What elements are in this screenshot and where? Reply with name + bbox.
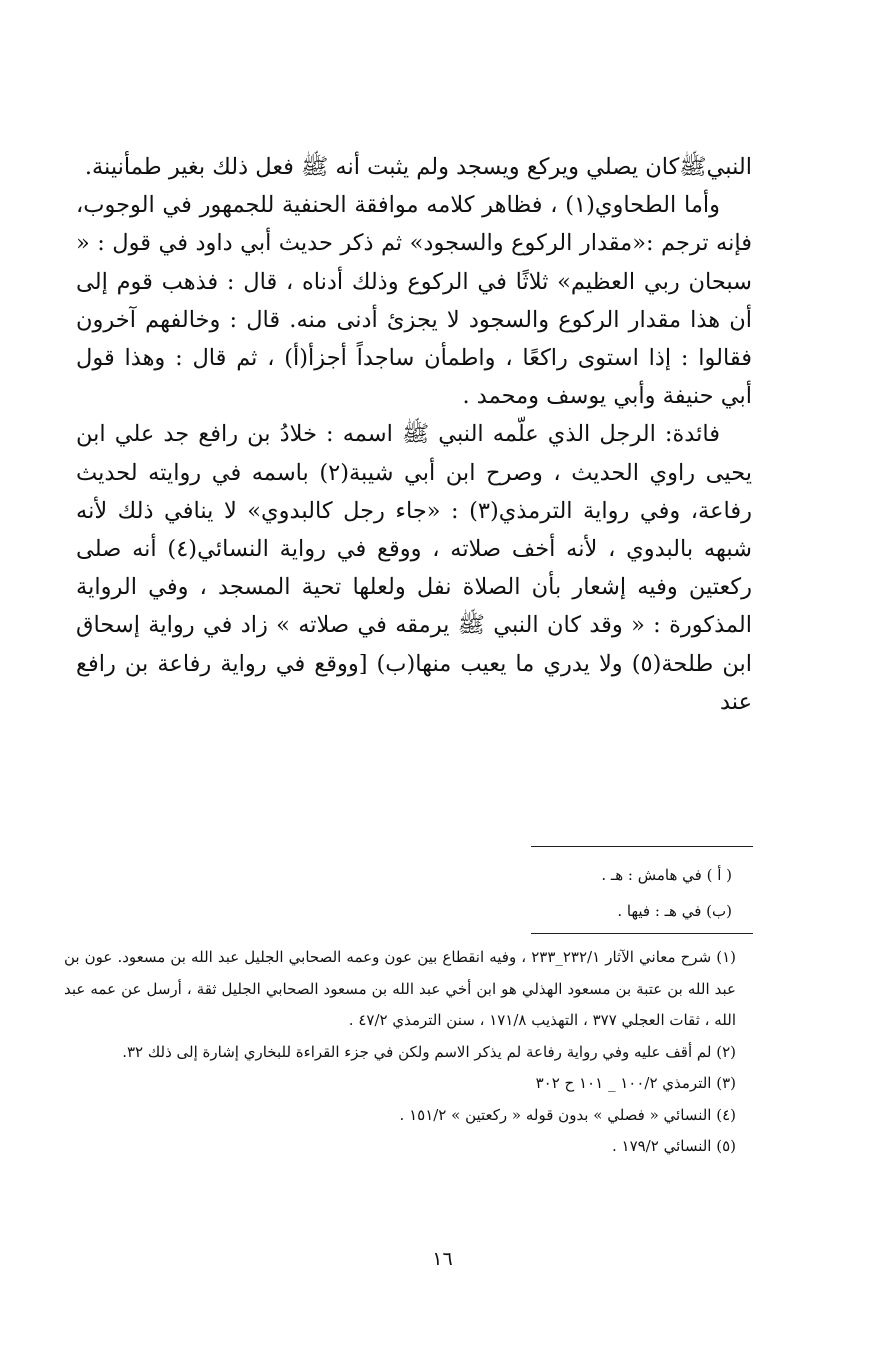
margin-note: (ب) في هـ : فيها . xyxy=(617,902,732,920)
body-paragraph: فائدة: الرجل الذي علّمه النبي ﷺ اسمه : خلادُ بن رافع جد علي ابن يحيى راوي الحديث ، وصرح ابن أبي شيبة(٢) باسمه في روايته لحديث رفاعة، وفي رواية الترمذي(٣) : «جاء رجل كالبدوي» لا ينافي ذلك لأنه شبهه بالبدوي ، لأنه أخف صلاته ، ووقع في رواية النسائي(٤) أنه صلى ركعتين وفيه إشعار بأن الصلاة نفل ولعلها تحية المسجد ، وفي الرواية المذكورة : « وقد كان النبي ﷺ يرمقه في صلاته » زاد في رواية إسحاق ابن طلحة(٥) ولا يدري ما يعيب منها(ب) [ووقع في رواية رفاعة بن رافع عند xyxy=(76,421,753,715)
footnote: (٤) النسائي « فصلي » بدون قوله « ركعتين » ١٥١/٢ . xyxy=(399,1105,736,1124)
footnotes xyxy=(64,942,736,1163)
footnotes-separator xyxy=(531,933,753,934)
margin-notes xyxy=(420,857,732,929)
body-paragraph: وأما الطحاوي(١) ، فظاهر كلامه موافقة الحنفية للجمهور في الوجوب، فإنه ترجم :«مقدار الركوع والسجود» ثم ذكر حديث أبي داود في قول : « سبحان ربي العظيم» ثلاثًا في الركوع وذلك أدناه ، قال : فذهب قوم إلى أن هذا مقدار الركوع والسجود لا يجزئ أدنى منه. قال : وخالفهم آخرون فقالوا : إذا استوى راكعًا ، واطمأن ساجداً أجزأ(أ) ، ثم قال : وهذا قول أبي حنيفة وأبي يوسف ومحمد . xyxy=(76,192,752,410)
main-text xyxy=(76,148,752,721)
footnote: (٥) النسائي ١٧٩/٢ . xyxy=(611,1137,736,1155)
footnote: (٢) لم أقف عليه وفي رواية رفاعة لم يذكر الاسم ولكن في جزء القراءة للبخاري إشارة إلى ذلك ٣٢. xyxy=(122,1042,736,1061)
page-number: ١٦ xyxy=(432,1248,453,1270)
margin-notes-separator xyxy=(531,846,753,847)
body-paragraph: النبيﷺكان يصلي ويركع ويسجد ولم يثبت أنه ﷺ فعل ذلك بغير طمأنينة. xyxy=(84,154,752,180)
margin-note: ( أ ) في هامش : هـ . xyxy=(601,866,732,884)
footnote: (٣) الترمذي ١٠٠/٢ _ ١٠١ ح ٣٠٢ xyxy=(535,1074,736,1092)
footnote: (١) شرح معاني الآثار ٢٣٢/١_٢٣٣ ، وفيه انقطاع بين عون وعمه الصحابي الجليل عبد الله بن مسعود. عون بن عبد الله بن عتبة بن مسعود الهذلي هو ابن أخي عبد الله بن مسعود الصحابي الجليل ثقة ، أرسل عن عمه عبد الله ، ثقات العجلي ٣٧٧ ، التهذيب ١٧١/٨ ، سنن الترمذي ٤٧/٢ . xyxy=(64,948,736,1029)
